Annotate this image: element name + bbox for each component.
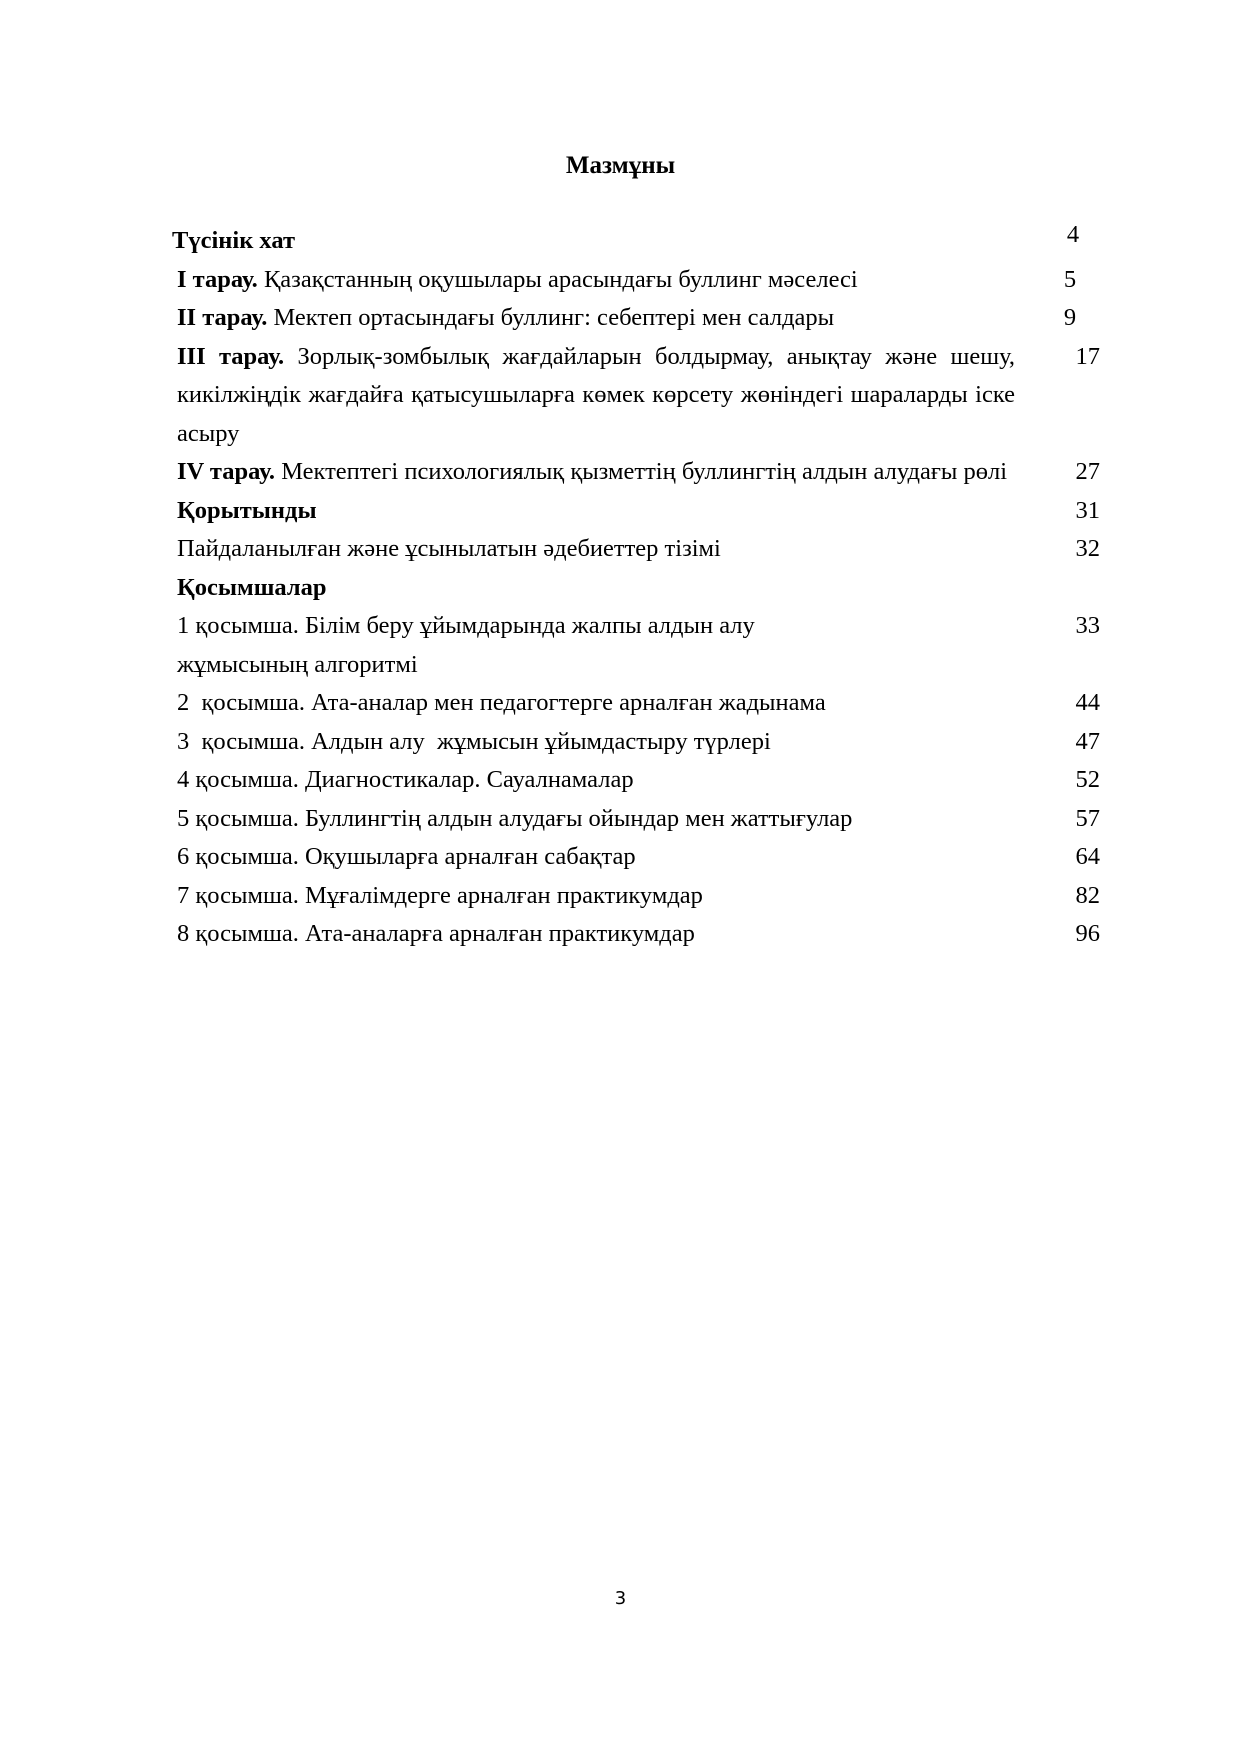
toc-entry-page: 27 [1075, 458, 1100, 485]
toc-entry-page: 52 [1075, 766, 1100, 793]
toc-entry-label: Қорытынды [177, 496, 317, 524]
toc-entry-page: 44 [1075, 689, 1100, 716]
toc-entry-conclusion [177, 492, 1100, 531]
page-number: 3 [614, 1588, 627, 1609]
toc-entry-page: 31 [1075, 496, 1100, 524]
toc-entry-appendix-4 [177, 761, 1100, 800]
toc-entry-appendix-5 [177, 800, 1100, 839]
toc-entry-appendix-8 [177, 915, 1100, 954]
toc-entry-page: 4 [1066, 221, 1080, 248]
table-of-contents [172, 221, 1100, 954]
page-title: Мазмұны [565, 152, 676, 179]
toc-entry-references [177, 530, 1100, 569]
toc-entry-label: Мектептегі психологиялық қызметтің буллингтің алдын алудағы рөлі [275, 458, 1008, 485]
toc-entry-prefix: ІV тарау. [177, 458, 276, 485]
toc-entry-chapter-3 [177, 338, 1100, 454]
toc-entry-page: 32 [1075, 535, 1100, 562]
toc-entry-intro [172, 221, 1100, 261]
toc-entry-label: Зорлық-зомбылық жағдайларын болдырмау, анықтау және шешу, кикілжіңдік жағдайға қатысушыларға көмек көрсету жөніндегі шараларды іске асыру [177, 342, 1015, 447]
toc-entry-appendix-1 [177, 607, 1100, 684]
toc-entry-page: 33 [1075, 612, 1100, 639]
toc-entry-appendices [177, 569, 1100, 608]
toc-entry-prefix: І тарау. [177, 265, 258, 293]
toc-entry-label: Қазақстанның оқушылары арасындағы буллинг мәселесі [257, 265, 858, 293]
toc-entry-page: 64 [1075, 843, 1100, 870]
toc-entry-label: Пайдаланылған және ұсынылатын әдебиеттер тізімі [177, 535, 721, 562]
toc-entry-label: Түсінік хат [172, 227, 296, 254]
toc-entry-appendix-2 [177, 684, 1100, 723]
toc-entry-label: Қосымшалар [177, 573, 327, 601]
toc-entry-appendix-3 [177, 723, 1100, 762]
toc-entry-page: 57 [1075, 804, 1100, 832]
toc-entry-label: 5 қосымша. Буллингтің алдын алудағы ойындар мен жаттығулар [177, 804, 853, 832]
toc-entry-appendix-6 [177, 838, 1100, 877]
toc-entry-chapter-2 [177, 299, 1100, 338]
toc-entry-chapter-1 [177, 261, 1100, 300]
toc-entry-label: 3 қосымша. Алдын алу жұмысын ұйымдастыру түрлері [177, 727, 771, 755]
toc-entry-page: 96 [1075, 920, 1100, 947]
toc-entry-page: 82 [1075, 881, 1100, 909]
toc-entry-label: 6 қосымша. Оқушыларға арналған сабақтар [177, 843, 636, 870]
toc-entry-appendix-7 [177, 877, 1100, 916]
toc-entry-chapter-4 [177, 453, 1100, 492]
toc-entry-page: 47 [1075, 727, 1100, 755]
toc-entry-label: Мектеп ортасындағы буллинг: себептері мен салдары [267, 304, 835, 331]
toc-entry-label: 8 қосымша. Ата-аналарға арналған практикумдар [177, 920, 695, 947]
toc-entry-label: 1 қосымша. Білім беру ұйымдарында жалпы алдын алу жұмысының алгоритмі [177, 612, 755, 678]
toc-entry-prefix: ІІ тарау. [177, 304, 268, 331]
toc-entry-prefix: ІІІ тарау. [177, 342, 285, 370]
toc-entry-page: 5 [1063, 265, 1077, 293]
toc-entry-page: 9 [1063, 304, 1077, 331]
toc-entry-label: 4 қосымша. Диагностикалар. Сауалнамалар [177, 766, 634, 793]
toc-entry-label: 7 қосымша. Мұғалімдерге арналған практикумдар [177, 881, 703, 909]
toc-entry-page: 17 [1075, 342, 1100, 370]
toc-entry-label: 2 қосымша. Ата-аналар мен педагогтерге арналған жадынама [177, 689, 826, 716]
